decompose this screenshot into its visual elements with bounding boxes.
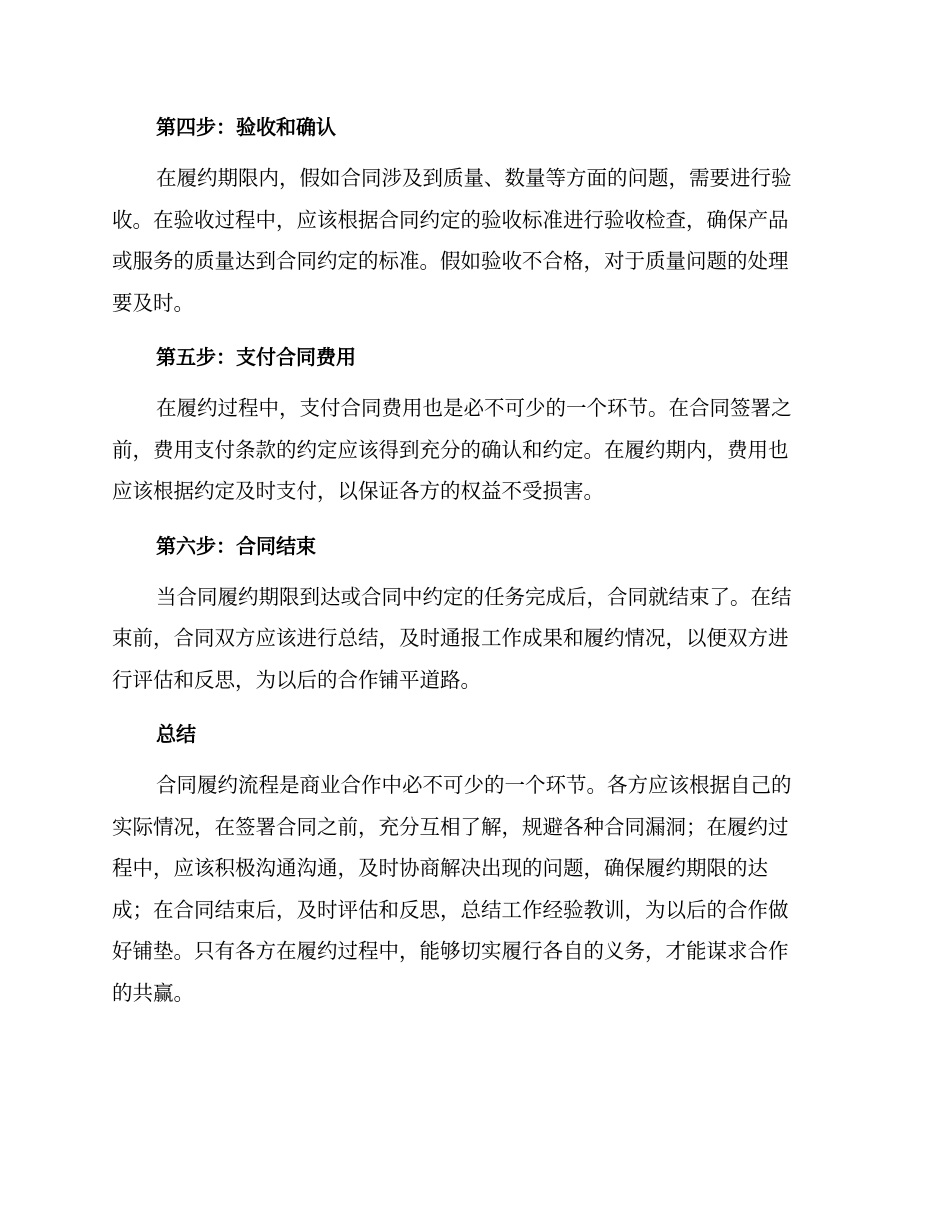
section-summary <box>112 713 834 1014</box>
section-heading: 第六步：合同结束 <box>156 533 316 558</box>
text-line: 或服务的质量达到合同约定的标准。假如验收不合格，对于质量问题的处理 <box>112 249 789 273</box>
text-line: 当合同履约期限到达或合同中约定的任务完成后，合同就结束了。在结 <box>156 584 792 609</box>
section-heading: 第四步：验收和确认 <box>156 115 336 139</box>
text-line: 要及时。 <box>112 290 194 315</box>
section-step-four <box>112 106 834 324</box>
text-line: 收。在验收过程中，应该根据合同约定的验收标准进行验收检查，确保产品 <box>112 207 789 232</box>
text-line: 成；在合同结束后，及时评估和反思，总结工作经验教训，为以后的合作做 <box>112 897 789 922</box>
section-step-five <box>112 336 834 513</box>
text-line: 的共赢。 <box>112 980 194 1005</box>
section-heading: 总结 <box>156 722 196 746</box>
section-step-six <box>112 525 834 702</box>
section-heading: 第五步：支付合同费用 <box>156 345 356 369</box>
text-line: 在履约过程中，支付合同费用也是必不可少的一个环节。在合同签署之 <box>156 396 792 420</box>
text-line: 好铺垫。只有各方在履约过程中，能够切实履行各自的义务，才能谋求合作 <box>112 939 789 963</box>
section-paragraph <box>112 577 834 702</box>
section-paragraph <box>112 765 834 1014</box>
text-line: 行评估和反思，为以后的合作铺平道路。 <box>112 667 481 692</box>
text-line: 程中，应该积极沟通沟通，及时协商解决出现的问题，确保履约期限的达 <box>112 856 768 880</box>
text-line: 前，费用支付条款的约定应该得到充分的确认和约定。在履约期内，费用也 <box>112 437 789 462</box>
text-line: 束前，合同双方应该进行总结，及时通报工作成果和履约情况，以便双方进 <box>112 626 789 650</box>
document-body <box>112 106 834 1026</box>
text-line: 合同履约流程是商业合作中必不可少的一个环节。各方应该根据自己的 <box>156 773 792 797</box>
section-paragraph <box>112 158 834 324</box>
section-paragraph <box>112 388 834 513</box>
text-line: 在履约期限内，假如合同涉及到质量、数量等方面的问题，需要进行验 <box>156 166 792 190</box>
text-line: 实际情况，在签署合同之前，充分互相了解，规避各种合同漏洞；在履约过 <box>112 814 789 839</box>
text-line: 应该根据约定及时支付，以保证各方的权益不受损害。 <box>112 479 604 503</box>
